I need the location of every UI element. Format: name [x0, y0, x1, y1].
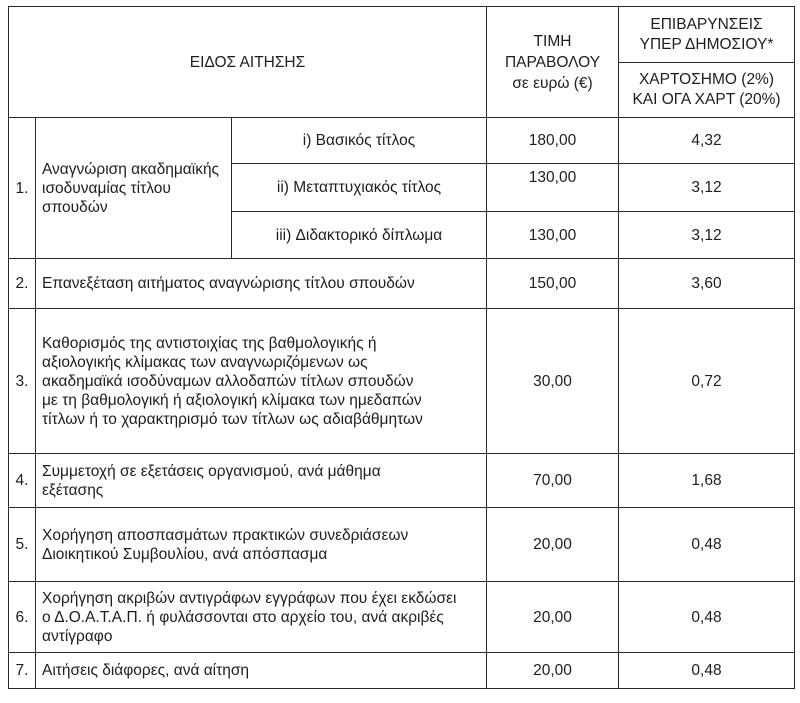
public-levy: 3,12: [619, 212, 795, 259]
table-row: [9, 508, 795, 582]
row-description: Αναγνώριση ακαδημαϊκής ισοδυναμίας τίτλου σπουδών: [36, 118, 232, 259]
public-levy: 1,68: [619, 454, 795, 508]
table-row: [9, 582, 795, 653]
header-stamp-duty-line1: ΧΑΡΤΟΣΗΜΟ (2%): [638, 71, 775, 88]
public-levy: 3,12: [619, 164, 795, 212]
fee-price: 130,00: [487, 212, 619, 259]
public-levy: 3,60: [619, 259, 795, 309]
header-application-kind: [9, 7, 487, 118]
table-row: [9, 259, 795, 309]
public-levy: 0,48: [619, 582, 795, 653]
header-public-levy-line2: ΥΠΕΡ ΔΗΜΟΣΙΟΥ*: [639, 35, 774, 53]
public-levy: 4,32: [619, 118, 795, 164]
row-description: Χορήγηση αποσπασμάτων πρακτικών συνεδριάσεων Διοικητικού Συμβουλίου, ανά απόσπασμα: [36, 508, 487, 582]
header-stamp-duty-line2: ΚΑΙ ΟΓΑ ΧΑΡΤ (20%): [632, 91, 781, 108]
row-number: 5.: [9, 508, 36, 582]
table-row: [9, 653, 795, 689]
subitem-label: iii) Διδακτορικό δίπλωμα: [232, 212, 487, 259]
header-row: [9, 7, 795, 63]
header-fee-price-line1: ΤΙΜΗ: [533, 32, 572, 50]
subitem-label: i) Βασικός τίτλος: [232, 118, 487, 164]
row-description: Αιτήσεις διάφορες, ανά αίτηση: [36, 653, 487, 689]
fee-price: 30,00: [487, 309, 619, 454]
row-description: Καθορισμός της αντιστοιχίας της βαθμολογικής ή αξιολογικής κλίμακας των αναγνωριζόμενων ως ακαδημαϊκά ισοδύναμων αλλοδαπών τίτλων σπουδών με τη βαθμολογική ή αξιολογική κλίμακα των ημεδαπών τίτλων ή το χαρακτηρισμό των τίτλων ως αδιαβάθμητων: [36, 309, 487, 454]
row-description: Χορήγηση ακριβών αντιγράφων εγγράφων που έχει εκδώσει ο Δ.Ο.Α.Τ.Α.Π. ή φυλάσσονται στο αρχείο του, ανά ακριβές αντίγραφο: [36, 582, 487, 653]
header-public-levy: [619, 7, 795, 63]
public-levy: 0,72: [619, 309, 795, 454]
fee-price: 20,00: [487, 582, 619, 653]
fee-price: 180,00: [487, 118, 619, 164]
row-number: 2.: [9, 259, 36, 309]
header-fee-price: [487, 7, 619, 118]
table-row: [9, 454, 795, 508]
header-fee-price-line2: ΠΑΡΑΒΟΛΟΥ: [504, 53, 601, 71]
row-number: 3.: [9, 309, 36, 454]
fee-price: 70,00: [487, 454, 619, 508]
public-levy: 0,48: [619, 653, 795, 689]
row-number: 7.: [9, 653, 36, 689]
table-row: [9, 118, 795, 164]
fees-table: [8, 6, 795, 689]
public-levy: 0,48: [619, 508, 795, 582]
fee-price: 20,00: [487, 508, 619, 582]
subitem-label: ii) Μεταπτυχιακός τίτλος: [232, 164, 487, 212]
header-public-levy-line1: ΕΠΙΒΑΡΥΝΣΕΙΣ: [650, 15, 763, 33]
header-fee-price-line3: σε ευρώ (€): [512, 74, 593, 92]
row-description: Επανεξέταση αιτήματος αναγνώρισης τίτλου σπουδών: [36, 259, 487, 309]
fee-price: 130,00: [487, 164, 619, 212]
fee-price: 150,00: [487, 259, 619, 309]
row-number: 6.: [9, 582, 36, 653]
header-stamp-duty: [619, 63, 795, 118]
fee-price: 20,00: [487, 653, 619, 689]
header-application-kind-label: ΕΙΔΟΣ ΑΙΤΗΣΗΣ: [189, 53, 306, 71]
table-row: [9, 309, 795, 454]
row-description: Συμμετοχή σε εξετάσεις οργανισμού, ανά μάθημα εξέτασης: [36, 454, 487, 508]
row-number: 1.: [9, 118, 36, 259]
row-number: 4.: [9, 454, 36, 508]
